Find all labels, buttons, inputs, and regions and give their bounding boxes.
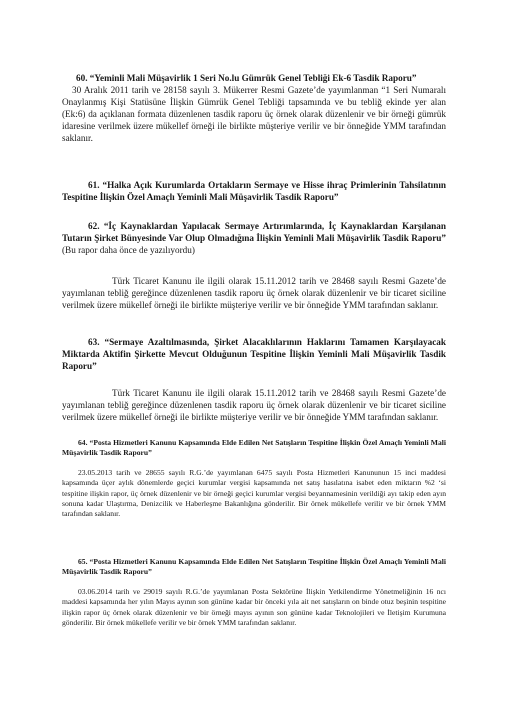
section-title: 64. “Posta Hizmetleri Kanunu Kapsamında Elde Edilen Net Satışların Tespitine İlişkin Özel Amaçlı Yeminli Mali Müşavirlik Tasdik Raporu”: [62, 438, 446, 458]
section-note: (Bu rapor daha önce de yazılıyordu): [62, 245, 195, 256]
section-body: 30 Aralık 2011 tarih ve 28158 sayılı 3. Mükerrer Resmi Gazete’de yayımlanman “1 Seri Numaralı Onaylanmış Kişi Statüsüne İlişkin Gümrük Genel Tebliği tapsamında ve bu tebliğ ekinde yer alan (Ek:6) da açıklanan formata düzenlenen tasdik raporu üç örnek olarak düzenlenir ve bir örneği gümrük idaresine verilmek üzere mükellef örneği ile birlikte müşteriye verilir ve bir önneğide YMM tarafından saklanır.: [62, 85, 446, 143]
section-title: 60. “Yeminli Mali Müşavirlik 1 Seri No.lu Gümrük Genel Tebliği Ek-6 Tasdik Raporu”: [76, 73, 417, 83]
section-61: [62, 179, 446, 203]
section-body: Türk Ticaret Kanunu ile ilgili olarak 15.11.2012 tarih ve 28468 sayılı Resmi Gazete’de yayımlanan tebliğ gereğince düzenlenen tasdik raporu üç örnek olarak düzenlenir ve bir ticaret siciline verilmek üzere mükellef örneği ile birlikte müşteriye verilir ve bir önneğide YMM tarafından saklanır.: [62, 387, 446, 423]
section-62: [62, 220, 446, 311]
section-body: 23.05.2013 tarih ve 28655 sayılı R.G.’de yayımlanan 6475 sayılı Posta Hizmetleri Kanununun 15 inci maddesi kapsamında üçer aylık dönemlerde geçici kurumlar vergisi kapsamında net satış hasılatına isabet eden miktarın %2 ‘si tespitine ilişkin rapor, üç örnek düzenlenir ve bir örneği geçici kurumlar vergisi beyannamesinin verildiği ayı takip eden ayın sonuna kadar Ulaştırma, Denizcilik ve Haberleşme Bakanlığına gönderilir. Bir örnek mükellefe verilir ve bir örnek YMM tarafından saklanır.: [62, 467, 446, 519]
section-65: [62, 557, 446, 628]
section-60: [62, 72, 446, 144]
section-title: 62. “İç Kaynaklardan Yapılacak Sermaye Artırımlarında, İç Kaynaklardan Karşılanan Tutarın Şirket Bünyesinde Var Olup Olmadığına İlişkin Yeminli Mali Müşavirlik Tasdik Raporu”: [62, 221, 446, 244]
section-body: 03.06.2014 tarih ve 29019 sayılı R.G.’de yayımlanan Posta Sektörüne İlişkin Yetkilendirme Yönetmeliğinin 16 ncı maddesi kapsamında her yılın Mayıs ayının son gününe kadar bir önceki yıla ait net satışların on binde otuz beşinin tespitine ilişkin rapor üç örnek olarak düzenlenir ve bir örneği mayıs ayının son gününe kadar Teknolojileri ve İletişim Kurumuna gönderilir. Bir örnek mükellefe verilir ve bir örnek YMM tarafından saklanır.: [62, 586, 446, 628]
section-title: 61. “Halka Açık Kurumlarda Ortakların Sermaye ve Hisse ihraç Primlerinin Tahsilatının Tespitine İlişkin Özel Amaçlı Yeminli Mali Müşavirlik Tasdik Raporu”: [62, 180, 446, 203]
section-63: [62, 336, 446, 423]
section-body: Türk Ticaret Kanunu ile ilgili olarak 15.11.2012 tarih ve 28468 sayılı Resmi Gazete’de yayımlanan tebliğ gereğince düzenlenen tasdik raporu üç örnek olarak düzenlenir ve bir ticaret siciline verilmek üzere mükellef örneği ile birlikte müşteriye verilir ve bir önneğide YMM tarafından saklanır.: [62, 275, 446, 311]
section-title: 63. “Sermaye Azaltılmasında, Şirket Alacaklılarının Haklarını Tamamen Karşılayacak Miktarda Aktifin Şirkette Mevcut Olduğunun Tespitine İlişkin Yeminli Mali Müşavirlik Tasdik Raporu”: [62, 337, 446, 372]
section-64: [62, 438, 446, 520]
section-title-wrapper: [62, 220, 446, 257]
section-title: 65. “Posta Hizmetleri Kanunu Kapsamında Elde Edilen Net Satışların Tespitine İlişkin Özel Amaçlı Yeminli Mali Müşavirlik Tasdik Raporu”: [62, 557, 446, 577]
